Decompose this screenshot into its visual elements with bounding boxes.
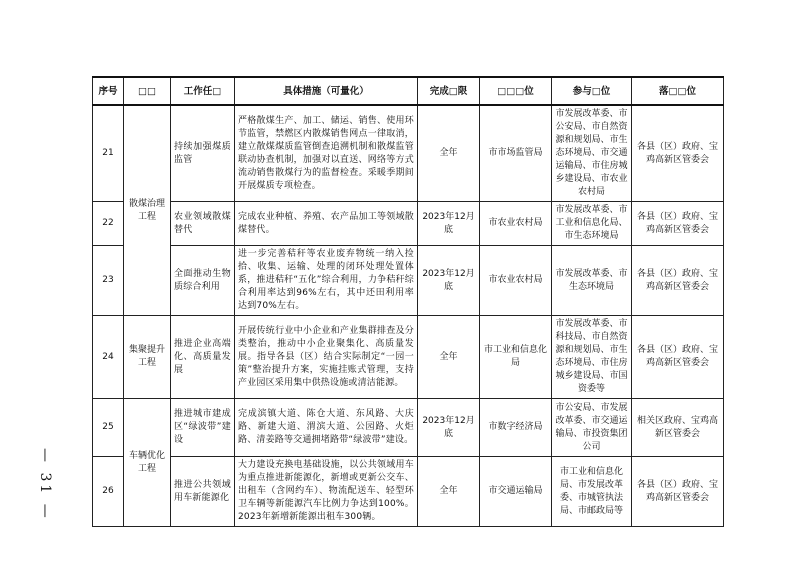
page-number: — 31 — bbox=[37, 448, 53, 521]
row-number: 24 bbox=[93, 316, 124, 399]
deadline-cell: 全年 bbox=[418, 316, 480, 399]
lead-unit-cell: 市农业农村局 bbox=[480, 246, 552, 316]
participants-cell: 市发展改革委、市公安局、市自然资源和规划局、市生态环境局、市交通运输局、市住房城乡建设局、市农业农村局 bbox=[552, 105, 632, 202]
table-row bbox=[93, 202, 724, 246]
header-lead: □□□位 bbox=[480, 77, 552, 105]
responsible-cell: 各县（区）政府、宝鸡高新区管委会 bbox=[632, 457, 724, 527]
header-category: □□ bbox=[124, 77, 171, 105]
measure-cell: 完成滨镇大道、陈仓大道、东风路、大庆路、新建大道、渭滨大道、公园路、火炬路、清姜路等交通拥堵路带“绿波带”建设。 bbox=[235, 399, 418, 457]
measure-cell: 大力建设充换电基础设施，以公共领域用车为重点推进新能源化，新增或更新公交车、出租车（含网约车）、物流配送车、轻型环卫车辆等新能源汽车比例力争达到100%。2023年新增新能源出租车300辆。 bbox=[235, 457, 418, 527]
header-measure: 具体措施（可量化） bbox=[235, 77, 418, 105]
deadline-cell: 2023年12月底 bbox=[418, 202, 480, 246]
lead-unit-cell: 市交通运输局 bbox=[480, 457, 552, 527]
responsible-cell: 各县（区）政府、宝鸡高新区管委会 bbox=[632, 105, 724, 202]
row-number: 25 bbox=[93, 399, 124, 457]
participants-cell: 市发展改革委、市生态环境局 bbox=[552, 246, 632, 316]
measure-cell: 完成农业种植、养殖、农产品加工等领域散煤替代。 bbox=[235, 202, 418, 246]
table-row bbox=[93, 457, 724, 527]
participants-cell: 市工业和信息化局、市发展改革委、市城管执法局、市邮政局等 bbox=[552, 457, 632, 527]
header-responsible: 落□□位 bbox=[632, 77, 724, 105]
category-cell: 车辆优化工程 bbox=[124, 399, 171, 527]
participants-cell: 市发展改革委、市科技局、市自然资源和规划局、市生态环境局、市住房城乡建设局、市国资委等 bbox=[552, 316, 632, 399]
table-row bbox=[93, 399, 724, 457]
participants-cell: 市发展改革委、市工业和信息化局、市生态环境局 bbox=[552, 202, 632, 246]
header-row bbox=[93, 77, 724, 105]
responsible-cell: 各县（区）政府、宝鸡高新区管委会 bbox=[632, 246, 724, 316]
responsible-cell: 相关区政府、宝鸡高新区管委会 bbox=[632, 399, 724, 457]
deadline-cell: 2023年12月底 bbox=[418, 399, 480, 457]
table-row bbox=[93, 105, 724, 202]
task-cell: 推进公共领域用车新能源化 bbox=[171, 457, 235, 527]
measure-cell: 开展传统行业中小企业和产业集群排查及分类整治，推动中小企业聚集化、高质量发展。指导各县（区）结合实际制定“一园一策”整治提升方案，实施挂账式管理，支持产业园区采用集中供热设施或清洁能源。 bbox=[235, 316, 418, 399]
header-seq: 序号 bbox=[93, 77, 124, 105]
table-row bbox=[93, 316, 724, 399]
task-cell: 推进城市建成区“绿波带”建设 bbox=[171, 399, 235, 457]
measure-cell: 进一步完善秸秆等农业废弃物统一纳入捡拾、收集、运输、处理的闭环处理处置体系，推进秸秆“五化”综合利用，力争秸秆综合利用率达到96%左右，其中还田利用率达到70%左右。 bbox=[235, 246, 418, 316]
row-number: 22 bbox=[93, 202, 124, 246]
task-cell: 推进企业高端化、高质量发展 bbox=[171, 316, 235, 399]
category-cell: 集聚提升工程 bbox=[124, 316, 171, 399]
lead-unit-cell: 市市场监管局 bbox=[480, 105, 552, 202]
header-deadline: 完成□限 bbox=[418, 77, 480, 105]
row-number: 21 bbox=[93, 105, 124, 202]
task-cell: 农业领域散煤替代 bbox=[171, 202, 235, 246]
task-cell: 持续加强煤质监管 bbox=[171, 105, 235, 202]
deadline-cell: 2023年12月底 bbox=[418, 246, 480, 316]
deadline-cell: 全年 bbox=[418, 105, 480, 202]
measure-cell: 严格散煤生产、加工、储运、销售、使用环节监管，禁燃区内散煤销售网点一律取消，建立散煤煤质监管倒查追溯机制和散煤监管联动协查机制，加强对以直送、网络等方式流动销售散煤行为的监督检查。采暖季期间开展煤质专项检查。 bbox=[235, 105, 418, 202]
responsible-cell: 各县（区）政府、宝鸡高新区管委会 bbox=[632, 202, 724, 246]
header-task: 工作任□ bbox=[171, 77, 235, 105]
row-number: 26 bbox=[93, 457, 124, 527]
lead-unit-cell: 市数字经济局 bbox=[480, 399, 552, 457]
category-cell: 散煤治理工程 bbox=[124, 105, 171, 316]
participants-cell: 市公安局、市发展改革委、市交通运输局、市投资集团公司 bbox=[552, 399, 632, 457]
lead-unit-cell: 市工业和信息化局 bbox=[480, 316, 552, 399]
task-table bbox=[92, 76, 724, 527]
header-participants: 参与□位 bbox=[552, 77, 632, 105]
deadline-cell: 全年 bbox=[418, 457, 480, 527]
responsible-cell: 各县（区）政府、宝鸡高新区管委会 bbox=[632, 316, 724, 399]
task-cell: 全面推动生物质综合利用 bbox=[171, 246, 235, 316]
row-number: 23 bbox=[93, 246, 124, 316]
table-row bbox=[93, 246, 724, 316]
lead-unit-cell: 市农业农村局 bbox=[480, 202, 552, 246]
